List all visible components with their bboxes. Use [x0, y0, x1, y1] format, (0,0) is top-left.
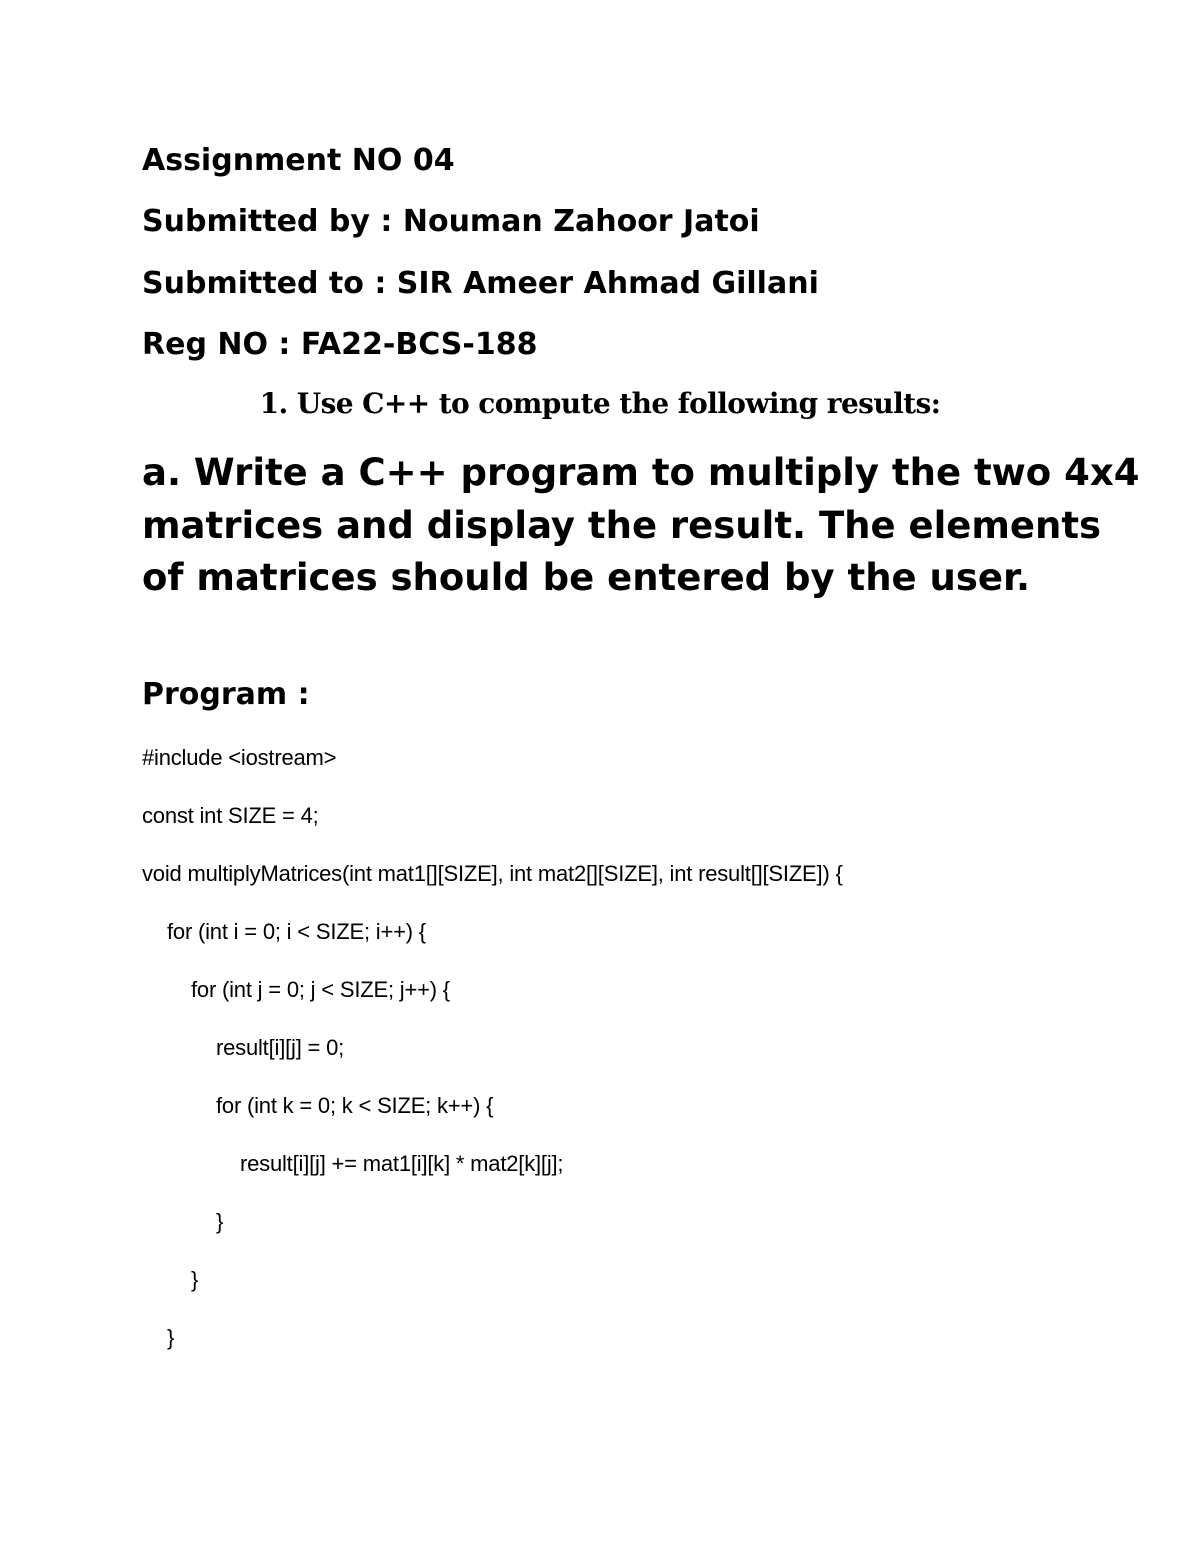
code-line: #include <iostream> — [142, 745, 337, 770]
code-line: const int SIZE = 4; — [142, 803, 319, 828]
code-line: result[i][j] = 0; — [216, 1035, 345, 1060]
assignment-title: Assignment NO 04 — [142, 143, 455, 178]
code-line: for (int k = 0; k < SIZE; k++) { — [216, 1093, 494, 1118]
code-line: result[i][j] += mat1[i][k] * mat2[k][j]; — [240, 1151, 564, 1176]
code-line: void multiplyMatrices(int mat1[][SIZE], int mat2[][SIZE], int result[][SIZE]) { — [142, 861, 843, 886]
code-line: for (int i = 0; i < SIZE; i++) { — [167, 919, 426, 944]
code-line: } — [191, 1267, 199, 1292]
code-line: for (int j = 0; j < SIZE; j++) { — [191, 977, 450, 1002]
submitted-by: Submitted by : Nouman Zahoor Jatoi — [142, 204, 760, 239]
submitted-to: Submitted to : SIR Ameer Ahmad Gillani — [142, 266, 819, 301]
program-label: Program : — [142, 677, 310, 712]
registration-number: Reg NO : FA22-BCS-188 — [142, 327, 538, 362]
question-heading: 1. Use C++ to compute the following results: — [259, 387, 941, 420]
code-line: } — [167, 1325, 175, 1350]
code-line: } — [216, 1209, 224, 1234]
task-description: a. Write a C++ program to multiply the two 4x4 matrices and display the result. The elements of matrices should be entered by the user. — [142, 451, 1140, 599]
